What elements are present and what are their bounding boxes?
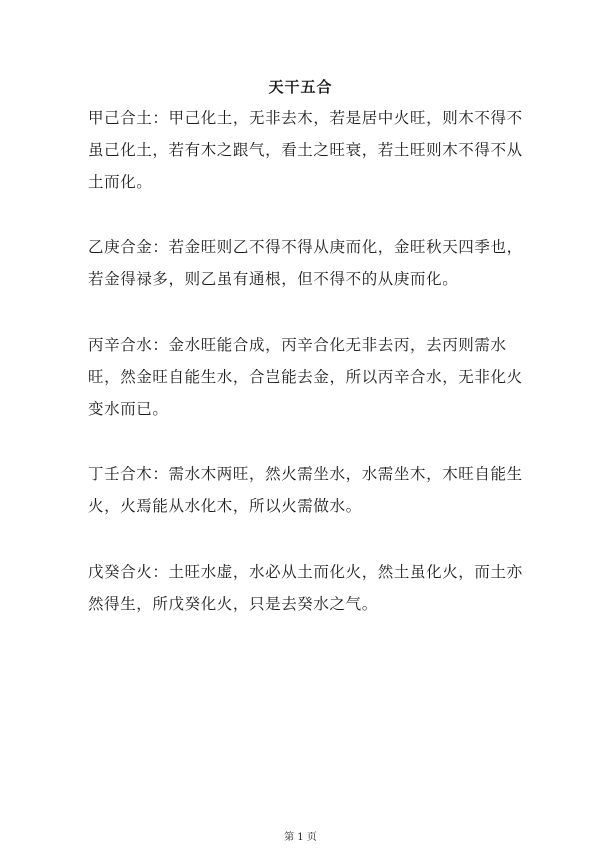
document-title: 天干五合 — [268, 78, 333, 96]
paragraph-yi-geng: 乙庚合金：若金旺则乙不得不得从庚而化，金旺秋天四季也，若金得禄多，则乙虽有通根，但不得不的从庚而化。 — [88, 238, 523, 288]
paragraph-wu-gui: 戊癸合火：土旺水虚，水必从土而化火，然土虽化火，而土亦然得生，所戊癸化火，只是去癸水之气。 — [88, 563, 523, 613]
paragraph-ding-ren: 丁壬合木：需水木两旺，然火需坐水，水需坐木，木旺自能生火，火焉能从水化木，所以火需做水。 — [88, 465, 523, 515]
paragraph-bing-xin: 丙辛合水：金水旺能合成，丙辛合化无非去丙，去丙则需水旺，然金旺自能生水，合岂能去金，所以丙辛合水，无非化火变水而已。 — [88, 336, 523, 418]
page-number: 第 1 页 — [284, 832, 317, 843]
paragraph-jia-ji: 甲己合土：甲己化土，无非去木，若是居中火旺，则木不得不虽己化土，若有木之跟气，看土之旺衰，若土旺则木不得不从土而化。 — [88, 109, 523, 191]
